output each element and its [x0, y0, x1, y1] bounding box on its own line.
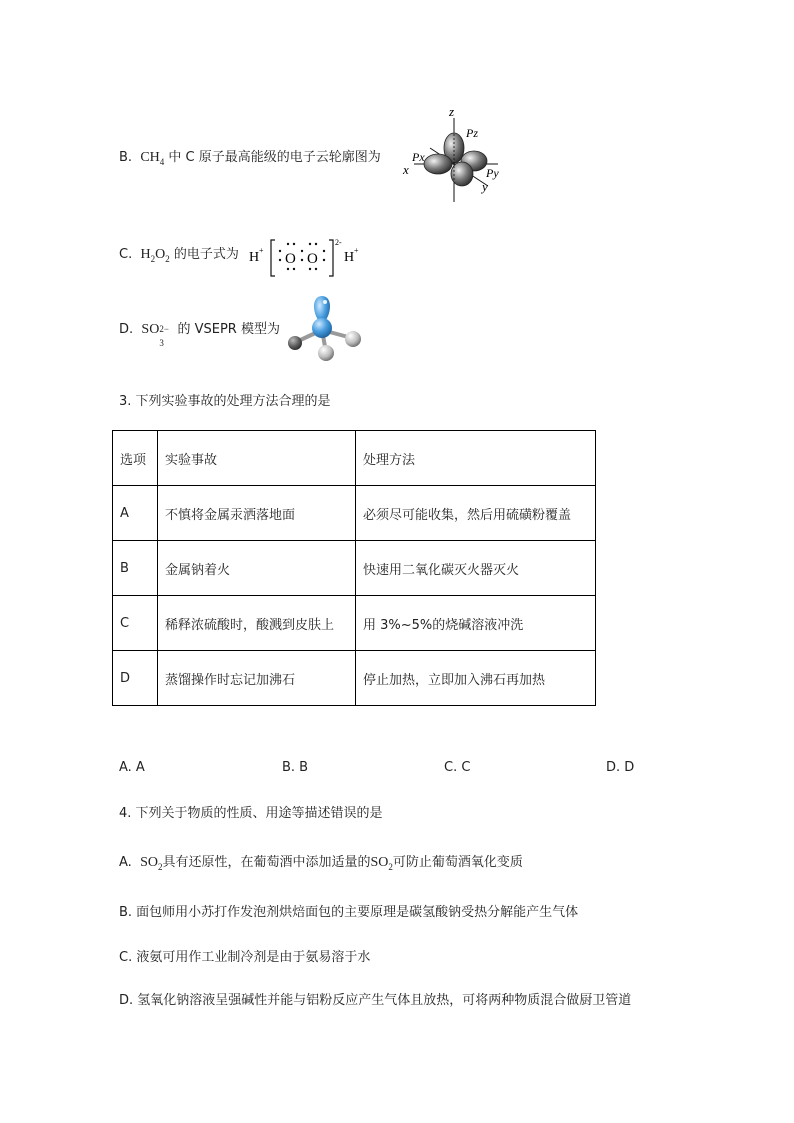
table-header-row [113, 431, 596, 486]
option-prefix: B. [119, 150, 133, 165]
axis-z-label: z [449, 104, 455, 119]
row-option: A [113, 486, 158, 541]
formula-so3: SO 2− 3 [141, 322, 169, 348]
q4-option-a [119, 853, 523, 873]
oxygen-2: O [307, 251, 318, 267]
option-text: 具有还原性，在葡萄酒中添加适量的 [162, 855, 371, 870]
left-h-ion: H [249, 250, 260, 265]
right-h-charge: + [354, 246, 359, 255]
q4-option-d: D. 氢氧化钠溶液呈强碱性并能与铝粉反应产生气体且放热，可将两种物质混合做厨卫管道 [119, 993, 632, 1008]
option-text: 中 C 原子最高能级的电子云轮廓图为 [168, 150, 381, 165]
row-method: 用 3%~5%的烧碱溶液冲洗 [356, 596, 596, 651]
formula-so2-second: $SO_2$ [370, 855, 393, 872]
row-option: D [113, 651, 158, 706]
right-h-ion: H [344, 250, 355, 265]
q4-option-b: B. 面包师用小苏打作发泡剂烘焙面包的主要原理是碳氢酸钠受热分解能产生气体 [119, 905, 579, 920]
option-prefix: D. [119, 322, 134, 337]
option-text: 的电子式为 [173, 247, 239, 262]
row-accident: 稀释浓硫酸时，酸溅到皮肤上 [158, 596, 356, 651]
table-row [113, 486, 596, 541]
q2-option-d [119, 320, 280, 348]
axis-x-label: x [403, 162, 409, 177]
table-row [113, 541, 596, 596]
row-method: 停止加热，立即加入沸石再加热 [356, 651, 596, 706]
answer-a: A. A [119, 760, 145, 775]
electron-formula [249, 236, 359, 280]
formula-h2o2: $H_2O_2$ [140, 247, 170, 264]
p-orbital-diagram [400, 106, 510, 206]
row-option: C [113, 596, 158, 651]
option-text: 的 VSEPR 模型为 [177, 322, 280, 337]
table-row [113, 596, 596, 651]
q4-option-c: C. 液氨可用作工业制冷剂是由于氨易溶于水 [119, 950, 371, 965]
row-accident: 金属钠着火 [158, 541, 356, 596]
q2-option-c [119, 245, 239, 265]
bracket-charge: 2- [335, 238, 342, 247]
option-prefix: C. [119, 247, 133, 262]
pz-label: Pz [466, 126, 478, 140]
oxygen-1: O [285, 251, 296, 267]
table-row [113, 651, 596, 706]
q2-option-b [119, 148, 381, 168]
left-h-charge: + [259, 246, 264, 255]
header-option: 选项 [113, 431, 158, 486]
formula-ch4: $CH_4$ [140, 150, 165, 167]
py-label: Py [486, 166, 499, 180]
row-method: 快速用二氧化碳灭火器灭火 [356, 541, 596, 596]
px-label: Px [412, 150, 425, 164]
q3-stem: 3. 下列实验事故的处理方法合理的是 [119, 394, 331, 409]
header-method: 处理方法 [356, 431, 596, 486]
axis-y-label: y [482, 179, 488, 194]
row-accident: 不慎将金属汞洒落地面 [158, 486, 356, 541]
header-accident: 实验事故 [158, 431, 356, 486]
q4-stem: 4. 下列关于物质的性质、用途等描述错误的是 [119, 806, 383, 821]
formula-so2: $SO_2$ [140, 855, 163, 872]
answer-c: C. C [444, 760, 471, 775]
answer-b: B. B [282, 760, 309, 775]
option-prefix: A. [119, 855, 132, 870]
row-method: 必须尽可能收集，然后用硫磺粉覆盖 [356, 486, 596, 541]
option-text-end: 可防止葡萄酒氧化变质 [392, 855, 523, 870]
row-accident: 蒸馏操作时忘记加沸石 [158, 651, 356, 706]
vsepr-model [284, 292, 364, 364]
answer-d: D. D [606, 760, 635, 775]
row-option: B [113, 541, 158, 596]
accident-table [112, 430, 596, 706]
